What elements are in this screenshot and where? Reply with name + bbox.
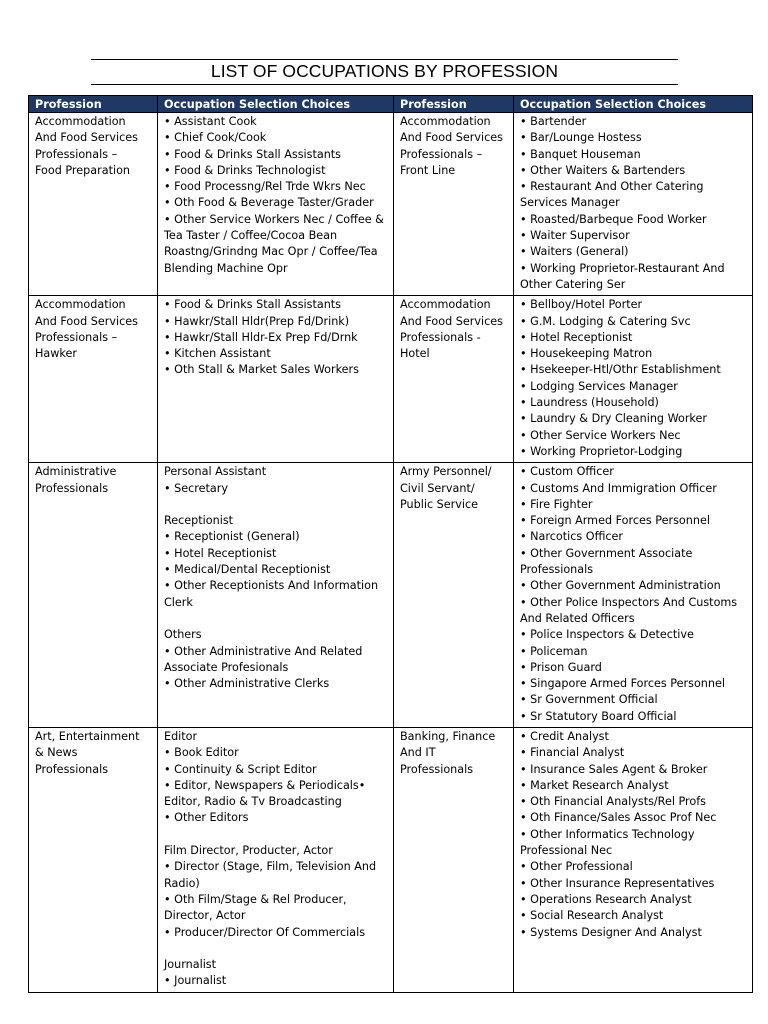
title-rule-top <box>91 59 678 60</box>
occupation-group-heading: Film Director, Producter, Actor <box>164 844 333 858</box>
spacer <box>164 611 387 627</box>
header-choices-right: Occupation Selection Choices <box>514 96 753 113</box>
choices-cell-left <box>158 463 394 728</box>
title-rule-bottom <box>91 84 678 85</box>
choices-cell-left <box>158 296 394 463</box>
occupation-item: • Policeman <box>520 644 588 658</box>
spacer <box>164 827 387 843</box>
occupation-item: • Other Government Administration <box>520 579 721 593</box>
profession-cell-left: Administrative Professionals <box>29 463 158 728</box>
occupation-item: • Fire Fighter <box>520 497 593 511</box>
occupation-group-heading: Others <box>164 628 202 642</box>
profession-cell-left: Art, Entertainment & News Professionals <box>29 727 158 992</box>
occupation-item: • Bar/Lounge Hostess <box>520 131 642 145</box>
occupation-group-heading: Receptionist <box>164 514 234 528</box>
occupation-item: • Sr Statutory Board Official <box>520 709 677 723</box>
occupation-item: • Other Administrative Clerks <box>164 677 330 691</box>
occupation-item: • Kitchen Assistant <box>164 347 271 361</box>
occupation-item: • Foreign Armed Forces Personnel <box>520 514 710 528</box>
choices-cell-right <box>514 463 753 728</box>
occupation-item: • Bartender <box>520 115 587 128</box>
occupation-item: • Food Processng/Rel Trde Wkrs Nec <box>164 180 366 194</box>
occupation-item: • Oth Stall & Market Sales Workers <box>164 363 359 377</box>
occupation-group-heading: Editor <box>164 729 198 743</box>
occupation-item: • Book Editor <box>164 746 239 760</box>
table-row <box>29 113 753 296</box>
choices-cell-right <box>514 727 753 992</box>
occupation-item: • Producer/Director Of Commercials <box>164 925 366 939</box>
choices-cell-left <box>158 113 394 296</box>
occupation-item: • Other Government Associate Professionals <box>520 546 693 577</box>
occupation-item: • Other Receptionists And Information Clerk <box>164 579 379 609</box>
spacer <box>164 497 387 513</box>
occupation-item: • Prison Guard <box>520 660 602 674</box>
table-row <box>29 463 753 728</box>
occupation-item: • Journalist <box>164 974 227 988</box>
occupation-item: • Hsekeeper-Htl/Othr Establishment <box>520 363 721 377</box>
choices-cell-right <box>514 113 753 296</box>
occupation-item: • Market Research Analyst <box>520 778 669 792</box>
occupation-item: • Credit Analyst <box>520 729 609 743</box>
choices-cell-right <box>514 296 753 463</box>
occupation-item: • Food & Drinks Stall Assistants <box>164 147 342 161</box>
occupation-item: • Other Service Workers Nec <box>520 428 681 442</box>
occupation-item: • Waiter Supervisor <box>520 229 630 243</box>
occupation-item: • Other Informatics Technology Professional Nec <box>520 827 695 858</box>
occupation-item: • Custom Officer <box>520 465 614 479</box>
occupation-item: • Hawkr/Stall Hldr-Ex Prep Fd/Drnk <box>164 330 358 344</box>
choices-cell-left <box>158 727 394 992</box>
occupation-item: • Roasted/Barbeque Food Worker <box>520 212 707 226</box>
occupation-item: • Restaurant And Other Catering Services Manager <box>520 180 704 210</box>
occupation-item: • Social Research Analyst <box>520 909 664 923</box>
occupation-item: • Insurance Sales Agent & Broker <box>520 762 708 776</box>
occupation-item: • Bellboy/Hotel Porter <box>520 298 643 312</box>
profession-cell-right: Accommodation And Food Services Professionals - Hotel <box>394 296 514 463</box>
occupation-item: • Receptionist (General) <box>164 530 300 544</box>
occupation-item: • Other Editors <box>164 811 249 825</box>
occupation-item: • Other Administrative And Related Associate Profesionals <box>164 644 363 674</box>
occupation-item: • Waiters (General) <box>520 245 629 259</box>
occupation-item: • Assistant Cook <box>164 115 257 128</box>
table-row <box>29 296 753 463</box>
occupation-item: • Food & Drinks Stall Assistants <box>164 298 342 312</box>
occupation-item: • Editor, Newspapers & Periodicals• Editor, Radio & Tv Broadcasting <box>164 778 366 809</box>
occupation-item: • Secretary <box>164 481 228 495</box>
occupation-item: • Working Proprietor-Restaurant And Other Catering Ser <box>520 261 725 291</box>
occupation-item: • Police Inspectors & Detective <box>520 628 694 642</box>
occupation-item: • Other Professional <box>520 860 633 874</box>
occupation-item: • Laundress (Household) <box>520 396 659 410</box>
occupation-item: • Hotel Receptionist <box>164 546 277 560</box>
occupation-item: • Customs And Immigration Officer <box>520 481 717 495</box>
spacer <box>164 941 387 957</box>
profession-cell-right: Army Personnel/ Civil Servant/ Public Service <box>394 463 514 728</box>
header-profession-right: Profession <box>394 96 514 113</box>
occupation-item: • Other Insurance Representatives <box>520 876 715 890</box>
occupation-item: • Oth Food & Beverage Taster/Grader <box>164 196 374 210</box>
occupation-item: • Systems Designer And Analyst <box>520 925 702 939</box>
occupation-item: • G.M. Lodging & Catering Svc <box>520 314 691 328</box>
occupation-item: • Other Service Workers Nec / Coffee & Tea Taster / Coffee/Cocoa Bean Roastng/Grindng Mac Opr / Coffee/Tea Blending Machine Opr <box>164 212 384 275</box>
table-header-row <box>29 96 753 113</box>
occupation-group-heading: Personal Assistant <box>164 465 267 479</box>
occupation-item: • Medical/Dental Receptionist <box>164 563 331 577</box>
occupation-item: • Sr Government Official <box>520 693 658 707</box>
occupation-item: • Operations Research Analyst <box>520 892 692 906</box>
occupation-item: • Continuity & Script Editor <box>164 762 317 776</box>
page-title: LIST OF OCCUPATIONS BY PROFESSION <box>210 61 559 81</box>
occupation-item: • Housekeeping Matron <box>520 347 653 361</box>
profession-cell-left: Accommodation And Food Services Professionals – Food Preparation <box>29 113 158 296</box>
table-row <box>29 727 753 992</box>
profession-cell-right: Banking, Finance And IT Professionals <box>394 727 514 992</box>
occupations-table <box>28 95 753 993</box>
occupation-item: • Food & Drinks Technologist <box>164 163 326 177</box>
occupation-item: • Banquet Houseman <box>520 147 641 161</box>
occupation-item: • Chief Cook/Cook <box>164 131 267 145</box>
header-profession-left: Profession <box>29 96 158 113</box>
profession-cell-left: Accommodation And Food Services Professionals – Hawker <box>29 296 158 463</box>
occupation-item: • Oth Film/Stage & Rel Producer, Director, Actor <box>164 892 347 923</box>
occupation-item: • Laundry & Dry Cleaning Worker <box>520 412 707 426</box>
occupation-item: • Other Police Inspectors And Customs And Related Officers <box>520 595 738 625</box>
header-choices-left: Occupation Selection Choices <box>158 96 394 113</box>
occupation-item: • Oth Financial Analysts/Rel Profs <box>520 795 707 809</box>
occupation-item: • Working Proprietor-Lodging <box>520 444 683 458</box>
occupation-group-heading: Journalist <box>164 958 217 972</box>
occupation-item: • Financial Analyst <box>520 746 625 760</box>
occupation-item: • Narcotics Officer <box>520 530 624 544</box>
occupation-item: • Oth Finance/Sales Assoc Prof Nec <box>520 811 717 825</box>
profession-cell-right: Accommodation And Food Services Professionals – Front Line <box>394 113 514 296</box>
occupation-item: • Hotel Receptionist <box>520 330 633 344</box>
occupation-item: • Lodging Services Manager <box>520 379 678 393</box>
occupation-item: • Singapore Armed Forces Personnel <box>520 677 725 691</box>
occupation-item: • Director (Stage, Film, Television And Radio) <box>164 860 377 890</box>
occupation-item: • Other Waiters & Bartenders <box>520 163 686 177</box>
occupation-item: • Hawkr/Stall Hldr(Prep Fd/Drink) <box>164 314 350 328</box>
